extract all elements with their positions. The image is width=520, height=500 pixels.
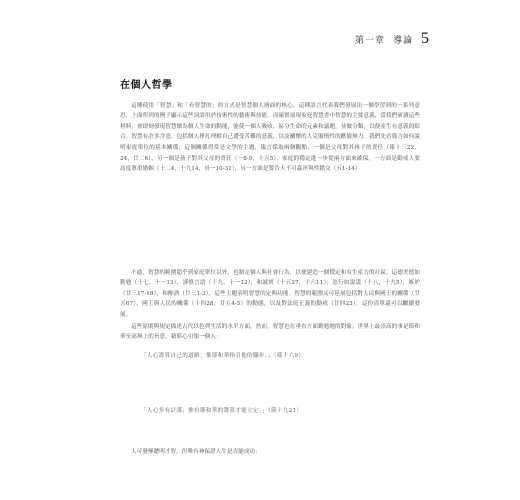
chapter-label: 第一章 [354, 36, 385, 46]
quote-2: 「人心多有計謀；惟有耶和華的籌算才能立定。」（箴十九21） [141, 407, 303, 414]
chapter-title: 導論 [392, 36, 413, 46]
paragraph-3: 這些原則與規定描述古代以色列生活的水平方面，然而，智慧也在垂直方面勤勉地的對象。世界上最崇高的事是耶和華至高無上的旨意，藉耶心引領一個人： [120, 323, 420, 341]
section-heading: 在個人哲學 [120, 80, 173, 91]
running-header [355, 30, 430, 48]
paragraph-1: 這種使用「智慧」和「有智慧的」的方式是智慧個人層面的核心。這種語言代表我們發展出一個學習到的一系列意思，上面所列的例子顯示這些詞語用於技術性的藝術與技能，而確實展現家庭智慧書中智慧的主要意義，當我們研讀這些材料，會即刻發現智慧做為個人生命的動能，能使一個人吸收、區分生命的元素和議題，並做分類，以便產生有意義的綜合。智慧有許多含意，包括個人掙扎理解自己遭受苦難的意義，以及關懷的人克服惰性的歡偷無力。我們先看箴言如何說明家庭單位的基本關係，這個關係得常是文學的主題，箴言採取兩個觀點，一個是父母對其孩子的責任（箴十三22、24，廿二6），另一個是孩子對其父母的責任（一8-9，十五5），家庭的穩定進一步從兩方面來確保，一方面是勸戒人要高度尊重婚姻（十二4，十九14，卅一10-31），另一方面是警告人不可姦淫與性錯交（五1-14） [120, 102, 420, 173]
closing-paragraph: 人可發揮聰明才智，但唯有神保證人生是否能成功： [131, 448, 261, 455]
paragraph-2: 不過，智慧的範圍超乎到家庭單位以外，也制定個人與社會行為，以便建造一個穩定和有生產力的社區，這德美德如勤勉（十七、十一13），謹慎言語（十九、十一12），和誠實（十五27，十六11）；惡行如說謊（十八，十九5），嫉妒（廿三17-18），和醉酒（廿三1-3），這些主題表明智慧的定與功能。智慧的範圍又可延展包括對人民與國王的關係（廿五67），國王與人民的關係（十四28，廿五4-5）的動態，以及對法庭正義的動成（廿四23），這份清單還可以繼續發展。 [120, 269, 420, 318]
page-number: 5 [421, 30, 430, 47]
quote-1: 「人心籌算自己的道路；惟耶和華指引他的腳步。」（箴十六9） [141, 352, 305, 359]
